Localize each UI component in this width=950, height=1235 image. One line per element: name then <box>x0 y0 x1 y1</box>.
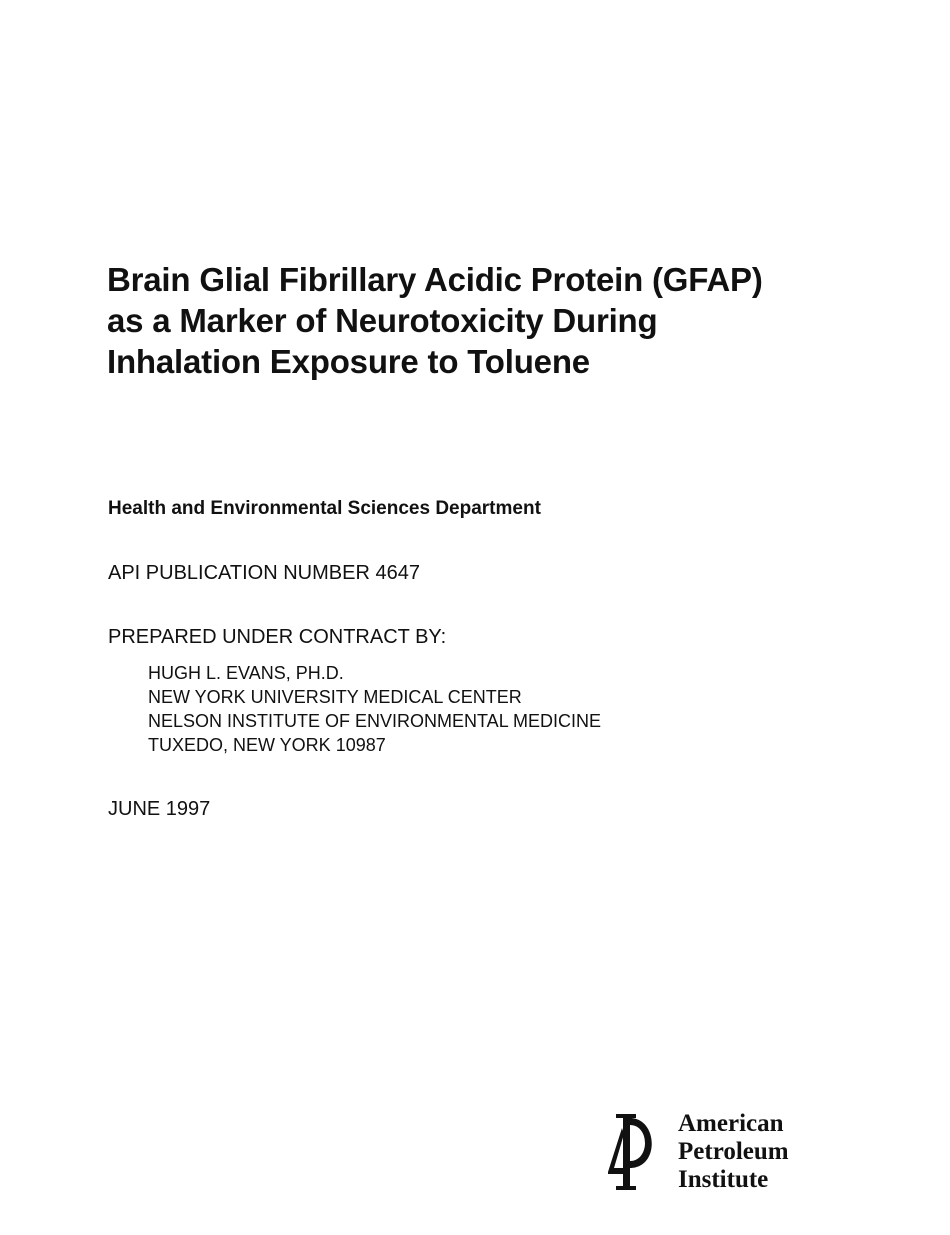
contractor-line-3: NELSON INSTITUTE OF ENVIRONMENTAL MEDICINE <box>148 711 602 731</box>
contractor-line-2: NEW YORK UNIVERSITY MEDICAL CENTER <box>148 687 522 707</box>
title-line-3: Inhalation Exposure to Toluene <box>107 343 590 380</box>
api-logo-icon <box>600 1112 664 1192</box>
title-line-1: Brain Glial Fibrillary Acidic Protein (GFAP) <box>107 261 763 298</box>
publication-number: API PUBLICATION NUMBER 4647 <box>108 562 420 584</box>
api-name <box>678 1110 789 1194</box>
api-name-line-3: Institute <box>678 1166 769 1193</box>
contractor-line-4: TUXEDO, NEW YORK 10987 <box>148 735 386 755</box>
contractor-block <box>148 661 601 757</box>
document-title <box>107 259 867 382</box>
publication-date: JUNE 1997 <box>108 798 211 820</box>
api-name-line-2: Petroleum <box>678 1138 789 1165</box>
api-name-line-1: American <box>678 1110 784 1137</box>
title-line-2: as a Marker of Neurotoxicity During <box>107 302 658 339</box>
prepared-by-label: PREPARED UNDER CONTRACT BY: <box>108 626 447 648</box>
department-name: Health and Environmental Sciences Department <box>108 498 541 519</box>
api-logo <box>600 1110 830 1200</box>
contractor-line-1: HUGH L. EVANS, PH.D. <box>148 663 344 683</box>
